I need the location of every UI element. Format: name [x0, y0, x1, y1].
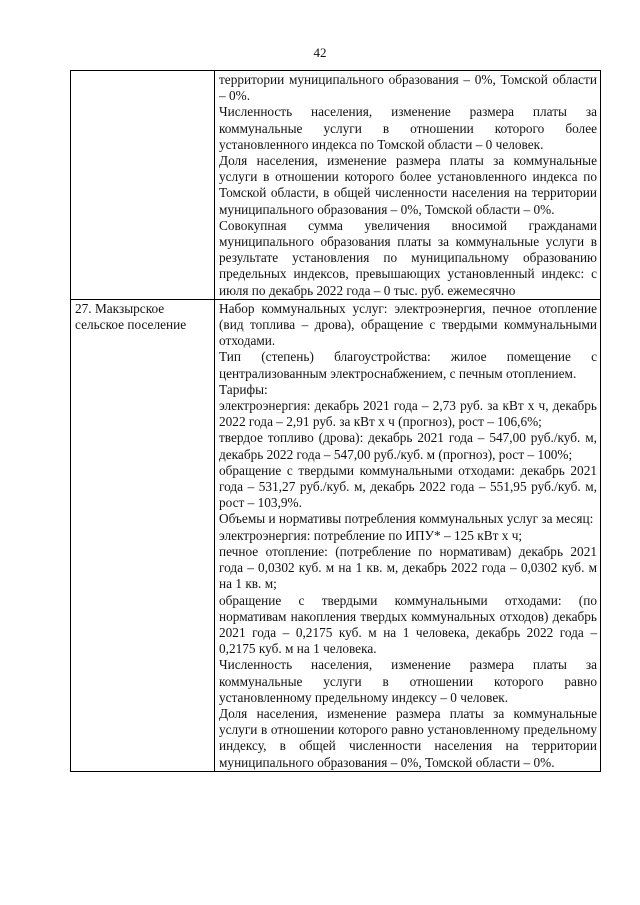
paragraph: Набор коммунальных услуг: электроэнергия, печное отопление (вид топлива – дрова), обращение с твердыми коммунальными отходами. — [219, 300, 597, 349]
settlement-name-cell — [71, 299, 215, 771]
description-cell — [215, 71, 601, 300]
paragraph: Доля населения, изменение размера платы за коммунальные услуги в отношении которого равно установленному предельному индексу, в общей численности населения на территории муниципального образования – 0%, Томской области – 0%. — [219, 705, 597, 770]
paragraph: Тип (степень) благоустройства: жилое помещение с централизованным электроснабжением, с печным отоплением. — [219, 349, 597, 381]
paragraph: Доля населения, изменение размера платы за коммунальные услуги в отношении которого более установленного индекса по Томской области, в общей численности населения на территории муниципального образования – 0%, Томской области – 0%. — [219, 153, 597, 217]
paragraph: электроэнергия: декабрь 2021 года – 2,73 руб. за кВт х ч, декабрь 2022 года – 2,91 руб. за кВт х ч (прогноз), рост – 106,6%; — [219, 398, 597, 430]
settlement-name-cell — [71, 71, 215, 300]
paragraph: Численность населения, изменение размера платы за коммунальные услуги в отношении которого равно установленному предельному индексу – 0 человек. — [219, 657, 597, 705]
paragraph: твердое топливо (дрова): декабрь 2021 года – 547,00 руб./куб. м, декабрь 2022 года – 547,00 руб./куб. м (прогноз), рост – 100%; — [219, 430, 597, 462]
settlement-name: 27. Макзырское сельское поселение — [75, 300, 187, 333]
page-number: 42 — [313, 45, 327, 60]
paragraph: печное отопление: (потребление по нормативам) декабрь 2021 года – 0,0302 куб. м на 1 кв. м, декабрь 2022 года – 0,0302 куб. м на 1 кв. м; — [219, 543, 597, 592]
paragraph: Совокупная сумма увеличения вносимой гражданами муниципального образования платы за коммунальные услуги в результате установления по муниципальному образованию предельных индексов, превышающих установленный индекс: с июля по декабрь 2022 года – 0 тыс. руб. ежемесячно — [219, 217, 597, 298]
paragraph: обращение с твердыми коммунальными отходами: декабрь 2021 года – 531,27 руб./куб. м, декабрь 2022 года – 551,95 руб./куб. м, рост – 103,9%. — [219, 462, 597, 511]
document-table — [70, 70, 601, 772]
paragraph: обращение с твердыми коммунальными отходами: (по нормативам накопления твердых коммунальных отходов) декабрь 2021 года – 0,2175 куб. м на 1 человека, декабрь 2022 года – 0,2175 куб. м на 1 человека. — [219, 592, 597, 657]
description-cell — [215, 299, 601, 771]
paragraph: Численность населения, изменение размера платы за коммунальные услуги в отношении которого более установленного индекса по Томской области – 0 человек. — [219, 104, 597, 152]
paragraph: Объемы и нормативы потребления коммунальных услуг за месяц: — [219, 511, 594, 527]
table-row — [71, 299, 601, 771]
paragraph: территории муниципального образования – 0%, Томской области – 0%. — [219, 72, 597, 104]
paragraph: электроэнергия: потребление по ИПУ* – 125 кВт х ч; — [219, 527, 523, 543]
paragraph: Тарифы: — [219, 381, 268, 397]
table-row — [71, 71, 601, 300]
